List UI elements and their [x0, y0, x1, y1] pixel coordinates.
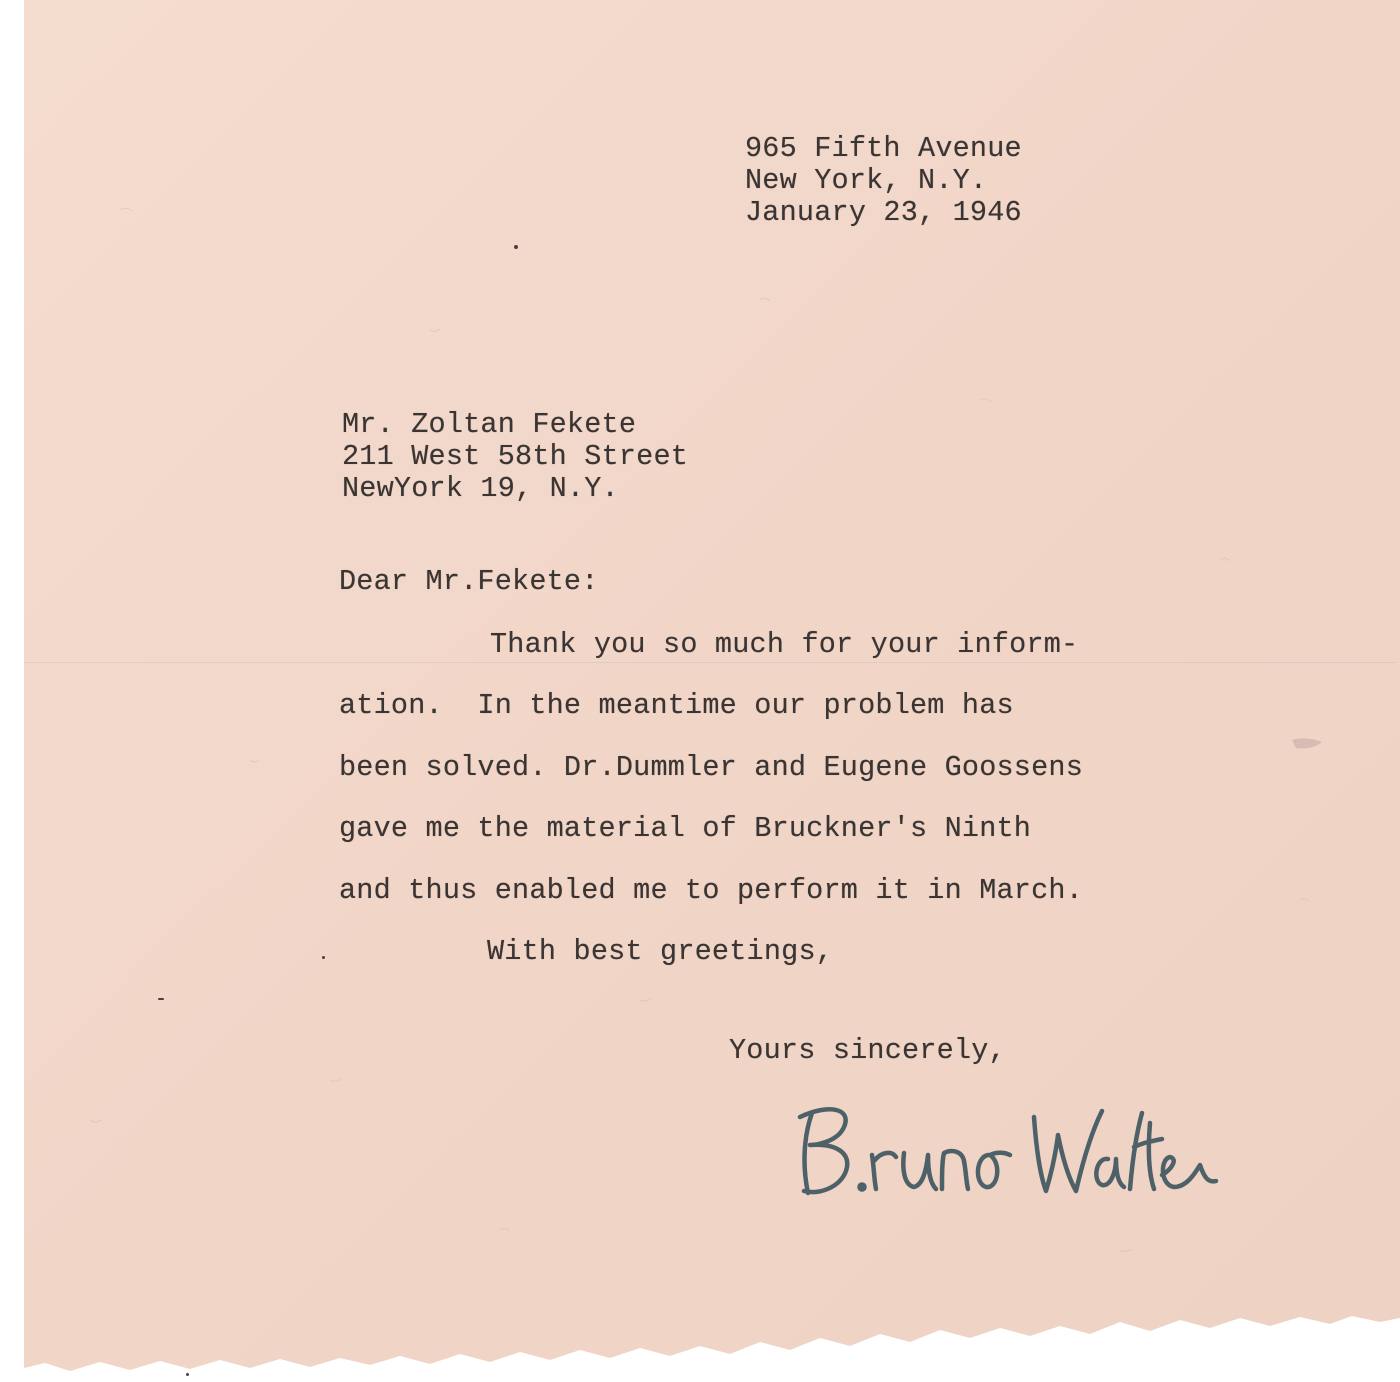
body-line: been solved. Dr.Dummler and Eugene Goossens [339, 751, 1084, 784]
ink-speck [158, 998, 164, 1000]
sender-address-line1: 965 Fifth Avenue [745, 132, 1022, 165]
ink-speck [322, 956, 325, 959]
letter-date: January 23, 1946 [745, 196, 1022, 229]
recipient-name: Mr. Zoltan Fekete [342, 408, 637, 441]
sender-address-line2: New York, N.Y. [745, 164, 988, 197]
ink-speck [186, 1373, 189, 1376]
body-line: gave me the material of Bruckner's Ninth [339, 812, 1032, 845]
body-line: and thus enabled me to perform it in March. [339, 874, 1084, 907]
closing: Yours sincerely, [729, 1034, 1006, 1067]
recipient-city: NewYork 19, N.Y. [342, 472, 619, 505]
body-line: ation. In the meantime our problem has [339, 689, 1014, 722]
salutation: Dear Mr.Fekete: [339, 565, 599, 598]
greeting: With best greetings, [487, 935, 834, 968]
ink-speck [514, 245, 518, 249]
body-line: Thank you so much for your inform- [490, 628, 1079, 661]
recipient-street: 211 West 58th Street [342, 440, 689, 473]
handwritten-signature [790, 1095, 1220, 1215]
fold-crease [24, 662, 1396, 664]
